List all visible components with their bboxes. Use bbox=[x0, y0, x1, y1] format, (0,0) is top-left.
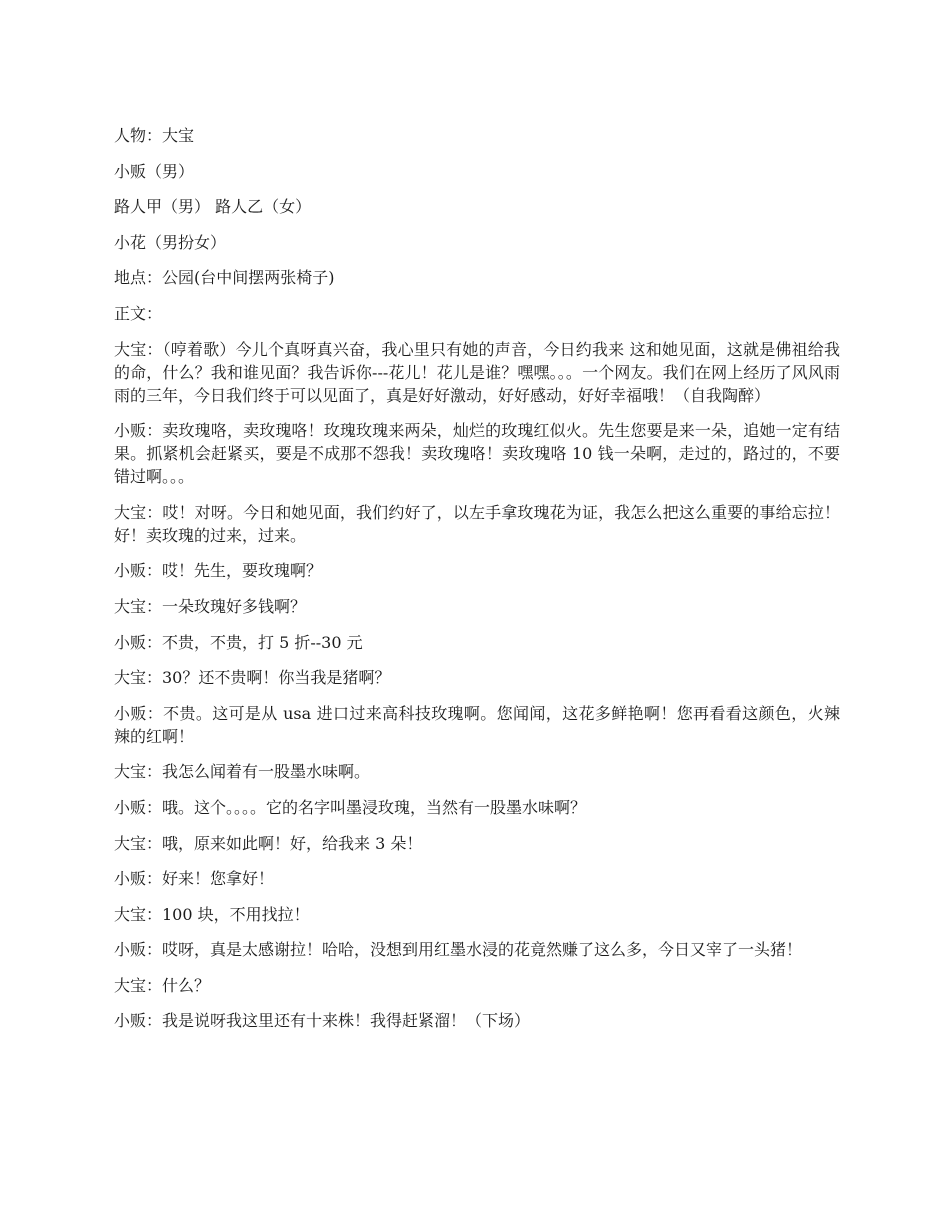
dialogue-paragraph: 大宝：我怎么闻着有一股墨水味啊。 bbox=[114, 762, 371, 782]
dialogue-paragraph: 大宝：什么？ bbox=[114, 975, 211, 995]
dialogue-paragraph: 小贩：不贵，不贵，打 5 折--30 元 bbox=[114, 632, 363, 652]
dialogue-paragraph: 大宝：哎！对呀。今日和她见面，我们约好了，以左手拿玫瑰花为证，我怎么把这么重要的事给忘拉！好！卖玫瑰的过来，过来。 bbox=[114, 502, 840, 545]
dialogue-paragraph: 大宝：哦，原来如此啊！好，给我来 3 朵！ bbox=[114, 833, 423, 853]
dialogue-paragraph: 小贩：哎！先生，要玫瑰啊？ bbox=[114, 561, 323, 581]
dialogue-paragraph: 大宝：（哼着歌）今儿个真呀真兴奋，我心里只有她的声音，今日约我来 这和她见面，这就是佛祖给我的命，什么？我和谁见面？我告诉你---花儿！花儿是谁？嘿嘿。。。一个网友。我们在网上经历了风风雨雨的三年，今日我们终于可以见面了，真是好好激动，好好感动，好好幸福哦！（自我陶醉） bbox=[114, 339, 840, 405]
cast-line-passersby: 路人甲（男） 路人乙（女） bbox=[114, 197, 312, 217]
dialogue-paragraph: 小贩：哦。这个。。。。它的名字叫墨浸玫瑰，当然有一股墨水味啊？ bbox=[114, 797, 587, 817]
cast-line-dabao: 人物：大宝 bbox=[114, 126, 195, 145]
dialogue-paragraph: 小贩：卖玫瑰咯，卖玫瑰咯！玫瑰玫瑰来两朵，灿烂的玫瑰红似火。先生您要是来一朵，追她一定有结果。抓紧机会赶紧买，要是不成那不怨我！卖玫瑰咯！卖玫瑰咯 10 钱一朵啊，走过的，路过的，不要错过啊。。。 bbox=[114, 421, 840, 487]
body-heading: 正文： bbox=[114, 303, 163, 323]
dialogue-paragraph: 小贩：我是说呀我这里还有十来株！我得赶紧溜！（下场） bbox=[114, 1011, 531, 1031]
dialogue-paragraph: 小贩：好来！您拿好！ bbox=[114, 869, 275, 889]
location-line: 地点：公园(台中间摆两张椅子) bbox=[114, 268, 335, 288]
dialogue-paragraph: 大宝：一朵玫瑰好多钱啊？ bbox=[114, 596, 307, 616]
dialogue-paragraph: 大宝：100 块，不用找拉！ bbox=[114, 904, 310, 924]
cast-line-vendor: 小贩（男） bbox=[114, 161, 195, 181]
dialogue-paragraph: 小贩：哎呀，真是太感谢拉！哈哈，没想到用红墨水浸的花竟然赚了这么多，今日又宰了一头猪！ bbox=[114, 940, 803, 960]
dialogue-paragraph: 小贩：不贵。这可是从 usa 进口过来高科技玫瑰啊。您闻闻，这花多鲜艳啊！您再看看这颜色，火辣辣的红啊！ bbox=[114, 703, 840, 746]
document-page bbox=[114, 124, 840, 1045]
dialogue-paragraph: 大宝：30？还不贵啊！你当我是猪啊？ bbox=[114, 668, 391, 688]
cast-line-xiaohua: 小花（男扮女） bbox=[114, 232, 227, 252]
